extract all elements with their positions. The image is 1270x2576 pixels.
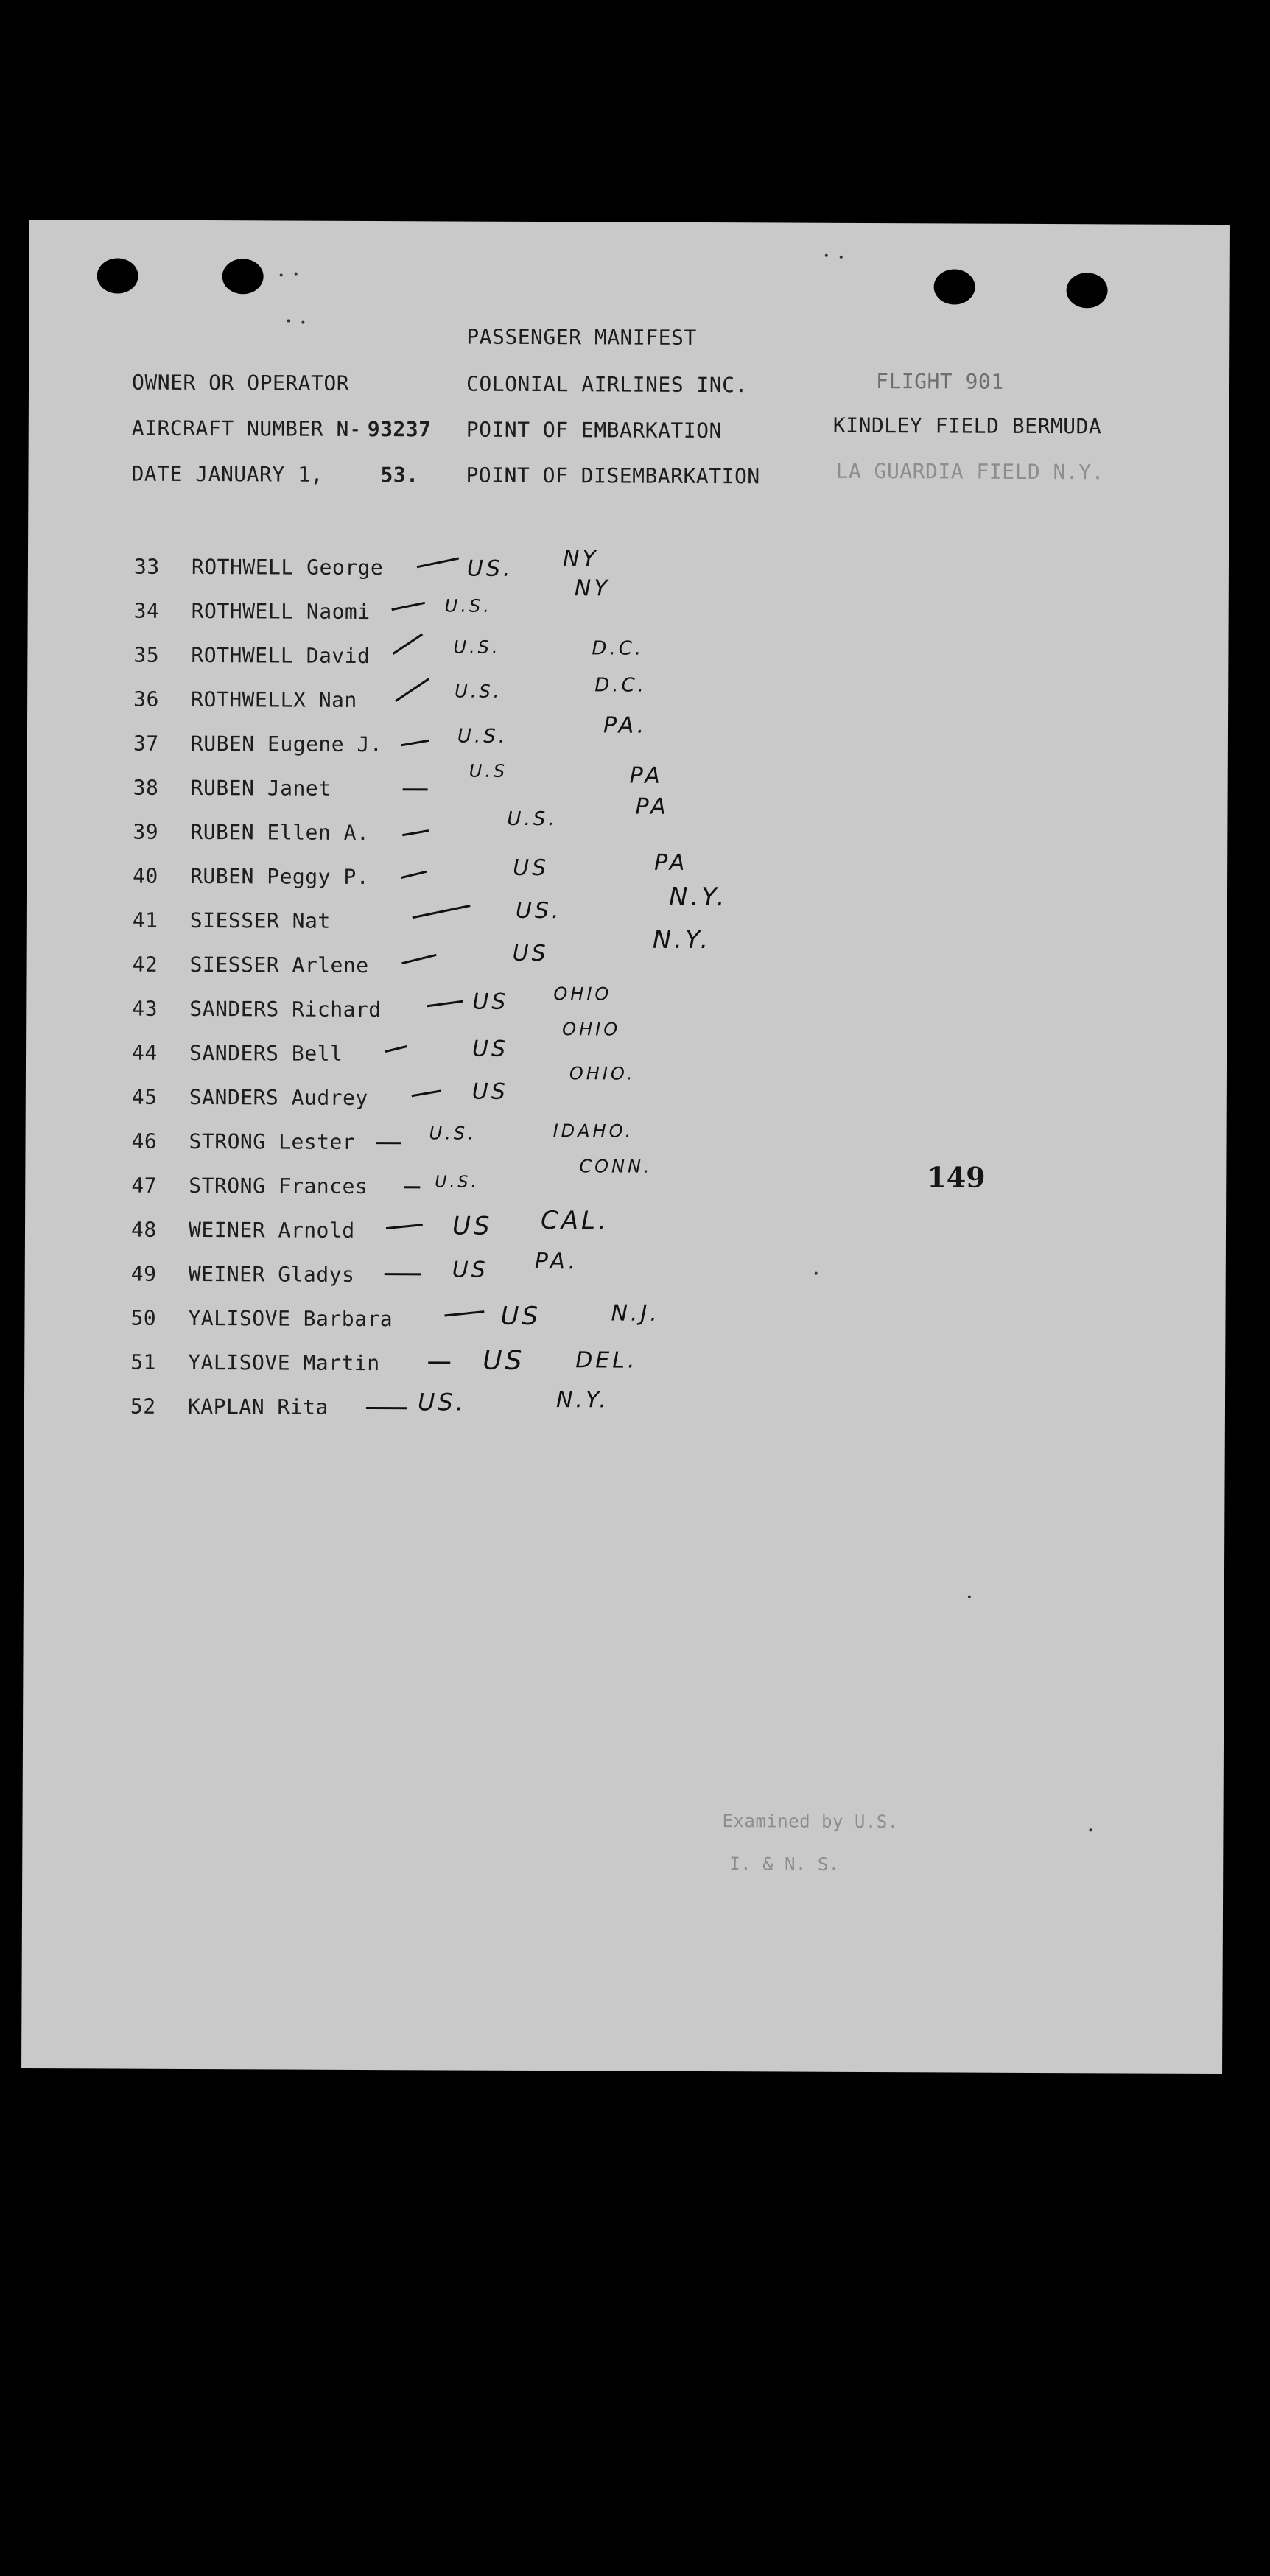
passenger-name: KAPLAN Rita (187, 1394, 329, 1419)
state: DEL. (575, 1347, 638, 1374)
nationality: US (483, 1345, 525, 1376)
passenger-name: WEINER Arnold (188, 1217, 355, 1243)
passenger-name: SANDERS Audrey (189, 1084, 368, 1111)
disembarkation-value: LA GUARDIA FIELD N.Y. (835, 458, 1105, 485)
passenger-name: SIESSER Arlene (189, 952, 369, 978)
state-inline: OHIO. (569, 1063, 636, 1084)
punch-hole-2 (222, 259, 264, 294)
state: CAL. (540, 1206, 609, 1236)
passenger-name: STRONG Lester (189, 1129, 356, 1154)
passenger-name: ROTHWELL Naomi (191, 598, 371, 625)
punch-hole-3 (934, 269, 975, 304)
row-number: 47 (131, 1173, 158, 1198)
state: PA (654, 849, 688, 876)
nationality: US (472, 989, 509, 1015)
nationality: U.S. (444, 595, 492, 617)
row-number: 36 (133, 687, 159, 712)
row-number: 45 (131, 1084, 158, 1109)
passenger-name: YALISOVE Martin (188, 1350, 380, 1376)
date-year: 53. (380, 463, 419, 488)
passenger-name: RUBEN Ellen A. (190, 819, 370, 846)
inspection-stamp-line2: I. & N. S. (729, 1853, 840, 1875)
row-number: 39 (133, 819, 159, 844)
nationality: US (500, 1301, 541, 1332)
row-number: 33 (133, 554, 160, 579)
nationality: U.S. (429, 1123, 477, 1144)
state: NY (562, 546, 599, 572)
nationality: US. (466, 555, 513, 582)
row-number: 40 (133, 863, 158, 888)
passenger-name: RUBEN Janet (190, 775, 331, 801)
aircraft-value: 93237 (367, 417, 432, 442)
punch-hole-1 (97, 258, 138, 293)
state: N.Y. (652, 924, 712, 955)
state: NY (574, 575, 611, 602)
nationality: US (471, 1078, 508, 1105)
passenger-name: ROTHWELL David (191, 642, 371, 669)
page-number: 149 (927, 1160, 986, 1194)
nationality: US (452, 1211, 493, 1241)
row-number: 49 (130, 1261, 157, 1286)
state: OHIO (562, 1019, 621, 1040)
punch-hole-4 (1066, 273, 1107, 308)
passenger-name: ROTHWELL George (191, 554, 384, 580)
date-label: DATE JANUARY 1, (131, 461, 323, 487)
nationality: US (452, 1257, 488, 1283)
owner-label: OWNER OR OPERATOR (131, 370, 350, 396)
passenger-name: YALISOVE Barbara (188, 1305, 393, 1332)
row-number: 48 (130, 1217, 157, 1242)
passenger-name: RUBEN Eugene J. (190, 731, 383, 757)
state: PA (629, 762, 663, 789)
passenger-name: ROTHWELLX Nan (191, 687, 357, 712)
state: D.C. (594, 674, 648, 697)
row-number: 34 (133, 598, 160, 623)
nationality: U.S (469, 760, 508, 782)
row-number: 35 (133, 642, 160, 667)
nationality: US. (515, 897, 562, 924)
state: N.Y. (668, 882, 728, 913)
passenger-name: WEINER Gladys (188, 1261, 355, 1287)
passenger-name: STRONG Frances (189, 1173, 368, 1199)
embarkation-value: KINDLEY FIELD BERMUDA (832, 413, 1102, 439)
manifest-title: PASSENGER MANIFEST (466, 324, 697, 350)
row-number: 42 (132, 952, 158, 977)
nationality: US (472, 1036, 509, 1062)
row-number: 51 (130, 1350, 157, 1375)
nationality: US (513, 854, 550, 882)
row-number: 44 (131, 1040, 158, 1065)
row-number: 50 (130, 1305, 157, 1330)
row-number: 41 (132, 908, 158, 933)
passenger-name: RUBEN Peggy P. (190, 863, 370, 890)
nationality: U.S. (457, 725, 508, 748)
nationality: US. (417, 1388, 466, 1417)
row-number: 52 (130, 1394, 156, 1419)
state: PA (635, 793, 669, 820)
state: N.Y. (555, 1387, 610, 1414)
nationality: U.S. (435, 1173, 480, 1192)
inspection-stamp-line1: Examined by U.S. (722, 1811, 899, 1833)
row-number: 37 (133, 731, 159, 756)
row-number: 43 (132, 996, 158, 1021)
row-number: 38 (133, 775, 159, 800)
row-number: 46 (131, 1129, 158, 1154)
state: N.J. (611, 1300, 660, 1327)
flight-number: FLIGHT 901 (875, 369, 1004, 394)
state: D.C. (592, 637, 645, 660)
embarkation-label: POINT OF EMBARKATION (466, 417, 722, 443)
manifest-sheet (21, 220, 1230, 2074)
passenger-name: SIESSER Nat (189, 908, 331, 933)
disembarkation-label: POINT OF DISEMBARKATION (466, 463, 760, 489)
nationality: U.S. (455, 681, 502, 702)
nationality: U.S. (507, 807, 558, 831)
passenger-name: SANDERS Bell (189, 1040, 343, 1066)
state: PA. (603, 712, 648, 739)
nationality: US (512, 940, 549, 967)
state: IDAHO. (552, 1120, 634, 1142)
state: PA. (534, 1249, 579, 1275)
passenger-name: SANDERS Richard (189, 996, 382, 1022)
state: OHIO (553, 983, 612, 1005)
owner-value: COLONIAL AIRLINES INC. (466, 371, 748, 398)
aircraft-label: AIRCRAFT NUMBER N- (131, 415, 362, 441)
state: CONN. (579, 1156, 653, 1177)
nationality: U.S. (453, 636, 501, 658)
